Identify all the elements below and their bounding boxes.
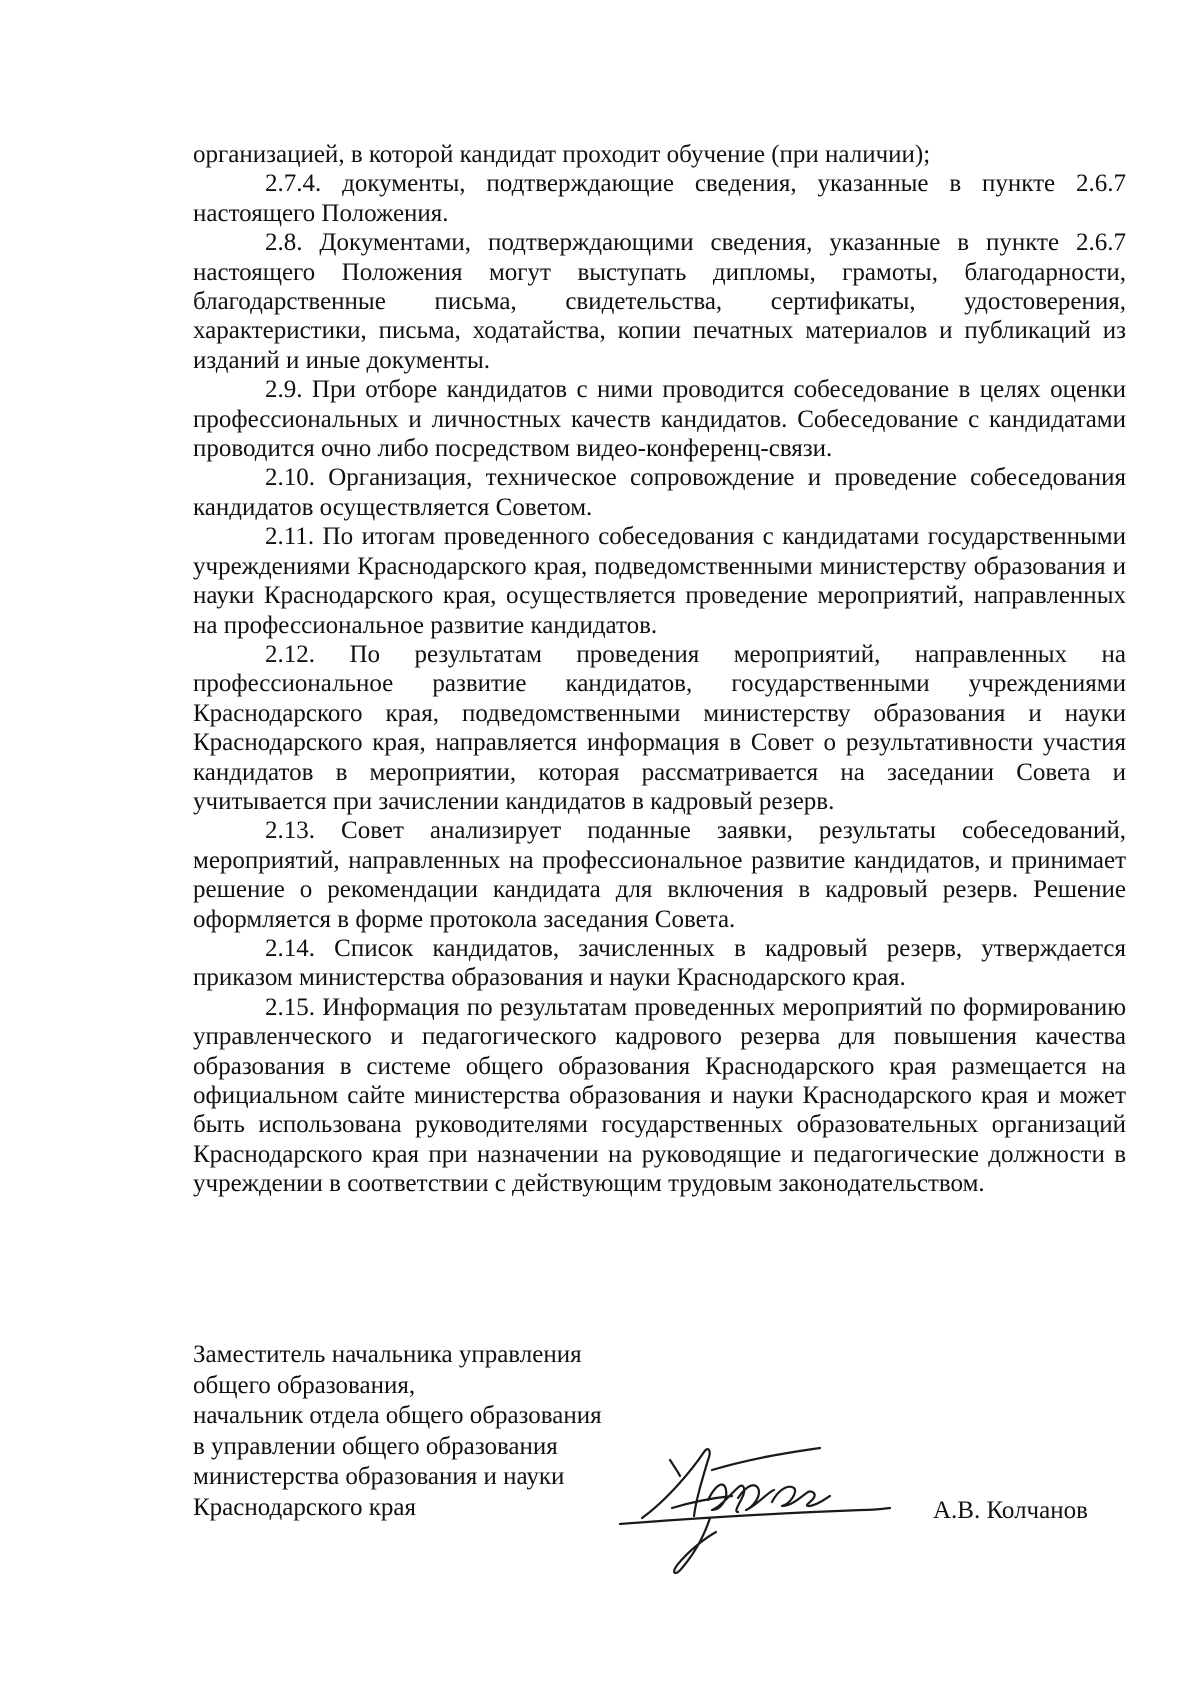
- signer-position-line: общего образования,: [193, 1371, 416, 1399]
- signer-position-line: министерства образования и науки: [193, 1463, 565, 1490]
- paragraph-2-14: 2.14. Список кандидатов, зачисленных в кадровый резерв, утверждается приказом министерства образования и науки Краснодарского края.: [193, 934, 1126, 992]
- paragraph-2-10: 2.10. Организация, техническое сопровождение и проведение собеседования кандидатов осуществляется Советом.: [193, 464, 1126, 521]
- paragraph-continuation: организацией, в которой кандидат проходит обучение (при наличии);: [193, 141, 931, 168]
- paragraph-2-8: 2.8. Документами, подтверждающими сведения, указанные в пункте 2.6.7 настоящего Положения могут выступать дипломы, грамоты, благодарности, благодарственные письма, свидетельства, сертификаты, удостоверения, характеристики, письма, ходатайства, копии печатных материалов и публикаций из изданий и иные документы.: [193, 229, 1126, 374]
- paragraph-2-12: 2.12. По результатам проведения мероприятий, направленных на профессиональное развитие кандидатов, государственными учреждениями Краснодарского края, подведомственными министерству образования и науки Краснодарского края, направляется информация в Совет о результативности участия кандидатов в мероприятии, которая рассматривается на заседании Совета и учитывается при зачислении кандидатов в кадровый резерв.: [193, 640, 1126, 815]
- paragraph-2-9: 2.9. При отборе кандидатов с ними проводится собеседование в целях оценки профессиональных и личностных качеств кандидатов. Собеседование с кандидатами проводится очно либо посредством видео-конференц-связи.: [193, 376, 1126, 463]
- handwritten-signature: [612, 1440, 892, 1580]
- paragraph-2-13: 2.13. Совет анализирует поданные заявки, результаты собеседований, мероприятий, направленных на профессиональное развитие кандидатов, и принимает решение о рекомендации кандидата для включения в кадровый резерв. Решение оформляется в форме протокола заседания Совета.: [193, 817, 1126, 933]
- signer-position-line: начальник отдела общего образования: [193, 1402, 602, 1429]
- signer-position-line: Краснодарского края: [193, 1493, 416, 1521]
- signer-position-line: Заместитель начальника управления: [193, 1341, 582, 1368]
- document-body: [193, 140, 1126, 1199]
- paragraph-2-11: 2.11. По итогам проведенного собеседования с кандидатами государственными учреждениями Краснодарского края, подведомственными министерству образования и науки Краснодарского края, осуществляется проведение мероприятий, направленных на профессиональное развитие кандидатов.: [193, 523, 1126, 639]
- paragraph-2-15: 2.15. Информация по результатам проведенных мероприятий по формированию управленческого и педагогического кадрового резерва для повышения качества образования в системе общего образования Краснодарского края размещается на официальном сайте министерства образования и науки Краснодарского края и может быть использована руководителями государственных образовательных организаций Краснодарского края при назначении на руководящие и педагогические должности в учреждении в соответствии с действующим трудовым законодательством.: [193, 993, 1126, 1198]
- signer-position-line: в управлении общего образования: [193, 1432, 558, 1460]
- signer-position: [193, 1340, 663, 1523]
- paragraph-2-7-4: 2.7.4. документы, подтверждающие сведения, указанные в пункте 2.6.7 настоящего Положения.: [193, 170, 1126, 227]
- signer-name: А.В. Колчанов: [933, 1497, 1088, 1524]
